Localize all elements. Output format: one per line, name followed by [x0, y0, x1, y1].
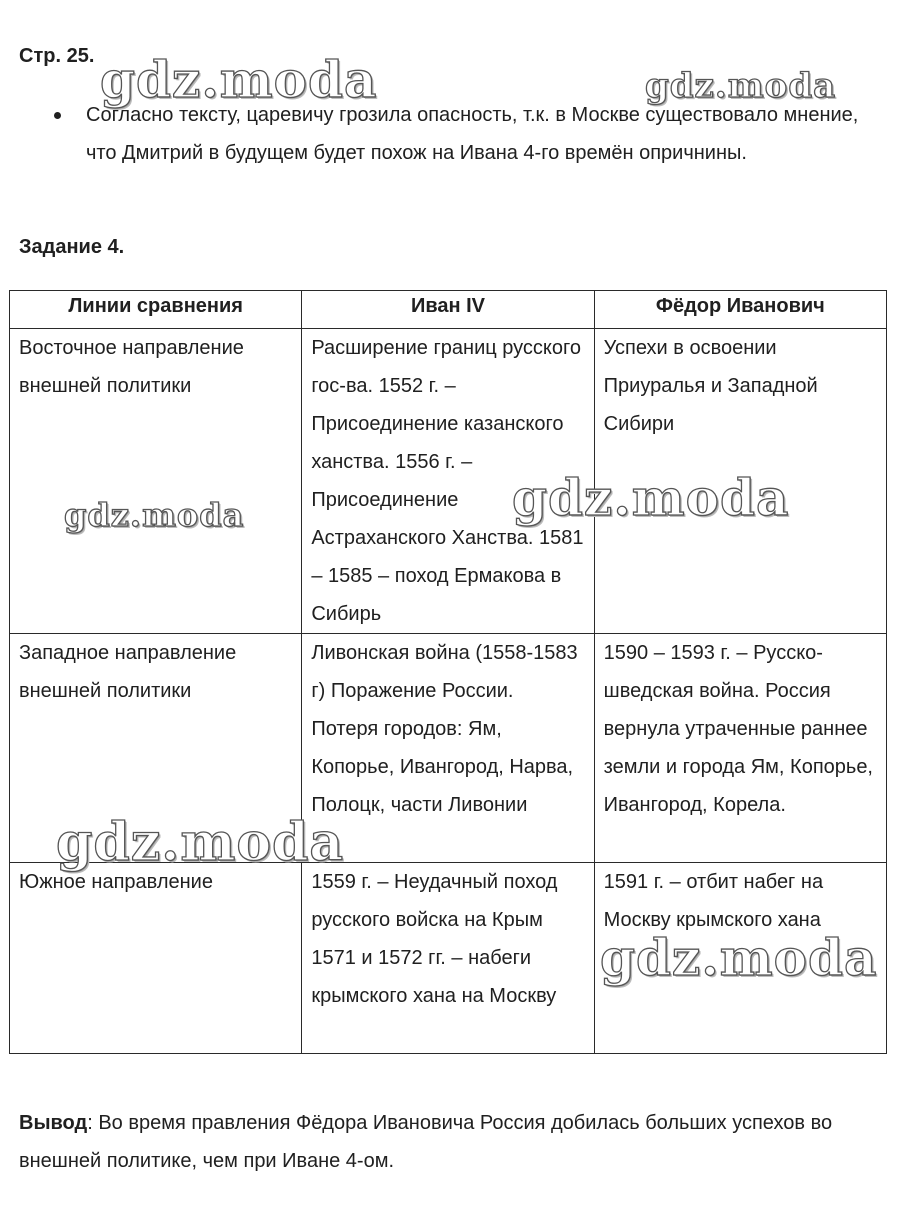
table-row [10, 634, 887, 863]
table-row [10, 329, 887, 634]
column-header-ivan: Иван IV [302, 291, 594, 329]
watermark: gdz.moda [100, 50, 378, 109]
column-header-fedor: Фёдор Иванович [594, 291, 886, 329]
cell-ivan-south-line-1: 1559 г. – Неудачный поход русского войска на Крым [311, 871, 558, 931]
list-item [30, 96, 870, 172]
conclusion-label: Вывод [19, 1112, 88, 1134]
watermark: gdz.moda [56, 812, 345, 873]
cell-ivan-south [302, 863, 594, 1054]
column-header-lines: Линии сравнения [10, 291, 302, 329]
watermark: gdz.moda [512, 468, 790, 527]
bullet-text: Согласно тексту, царевичу грозила опасность, т.к. в Москве существовало мнение, что Дмитрий в будущем будет похож на Ивана 4-го времён опричнины. [86, 104, 859, 164]
cell-line-south: Южное направление [10, 863, 302, 1054]
watermark: gdz.moda [645, 66, 837, 106]
bullet-dot-icon [54, 112, 61, 119]
cell-ivan-south-line-2: 1571 и 1572 гг. – набеги крымского хана на Москву [311, 947, 557, 1007]
watermark: gdz.moda [600, 928, 878, 987]
cell-fedor-east: Успехи в освоении Приуралья и Западной Сибири [594, 329, 886, 634]
cell-ivan-east: Расширение границ русского гос-ва. 1552 г. – Присоединение казанского ханства. 1556 г. – Присоединение Астраханского Ханства. 1581 – 1585 – поход Ермакова в Сибирь [302, 329, 594, 634]
table-row [10, 863, 887, 1054]
task-title: Задание 4. [19, 236, 125, 258]
table-header-row [10, 291, 887, 329]
conclusion-text: : Во время правления Фёдора Ивановича Россия добилась больших успехов во внешней политике, чем при Иване 4-ом. [19, 1112, 833, 1172]
cell-line-east: Восточное направление внешней политики [10, 329, 302, 634]
cell-fedor-south: 1591 г. – отбит набег на Москву крымского хана [594, 863, 886, 1054]
conclusion [19, 1104, 879, 1180]
cell-ivan-west: Ливонская война (1558-1583 г) Поражение России. Потеря городов: Ям, Копорье, Ивангород, Нарва, Полоцк, части Ливонии [302, 634, 594, 863]
comparison-table [9, 290, 887, 1054]
bullet-list [30, 96, 870, 172]
page-number: Стр. 25. [19, 45, 95, 67]
watermark: gdz.moda [64, 496, 245, 534]
cell-fedor-west: 1590 – 1593 г. – Русско-шведская война. Россия вернула утраченные раннее земли и города Ям, Копорье, Ивангород, Корела. [594, 634, 886, 863]
cell-line-west: Западное направление внешней политики [10, 634, 302, 863]
